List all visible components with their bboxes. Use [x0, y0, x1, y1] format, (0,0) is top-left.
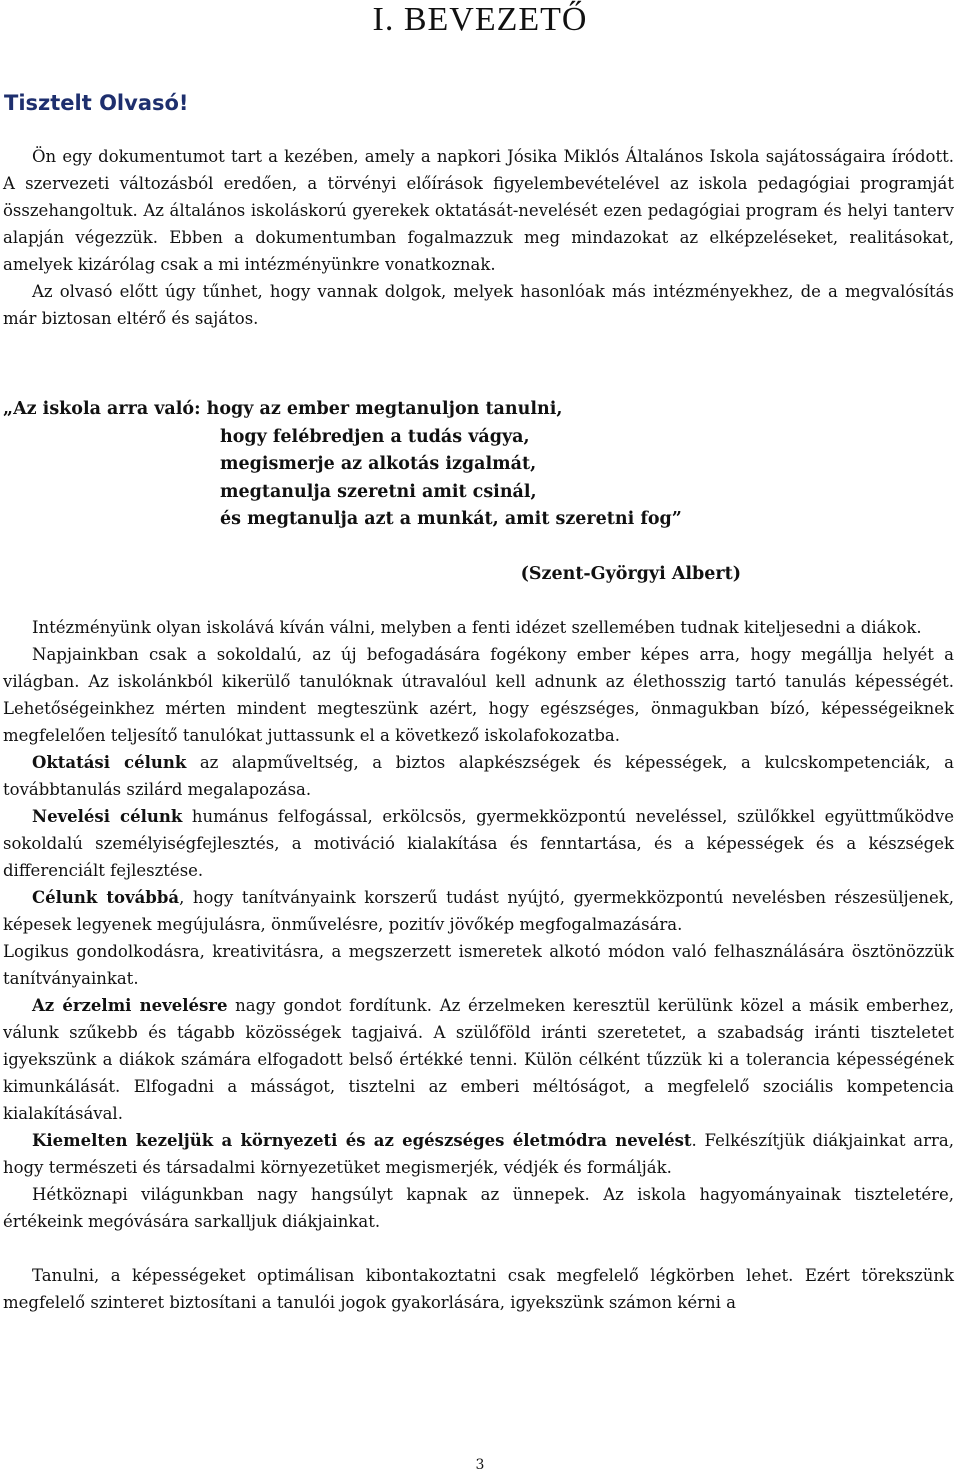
- intro-paragraph: Ön egy dokumentumot tart a kezében, amely a napkori Jósika Miklós Általános Iskola sajátosságaira íródott. A szervezeti változásból eredően, a törvényi előírások figyelembevételével az iskola pedagógiai programját összehangoltuk. Az általános iskoláskorú gyerekek oktatását-nevelését ezen pedagógiai program és helyi tanterv alapján végezzük. Ebben a dokumentumban fogalmazzuk meg mindazokat az elképzeléseket, realitásokat, amelyek kizárólag csak a mi intézményünkre vonatkoznak.: [3, 147, 954, 274]
- intro-section: [3, 143, 954, 332]
- quote-line: megismerje az alkotás izgalmát,: [220, 454, 537, 474]
- emphasis-text: Kiemelten kezeljük a környezeti és az egészséges életmódra nevelést: [32, 1131, 692, 1150]
- goals-section: [3, 614, 954, 1316]
- page-title: I. BEVEZETŐ: [372, 1, 588, 38]
- paragraph-text: , hogy tanítványaink korszerű tudást nyújtó, gyermekközpontú nevelésben részesüljenek, képesek legyenek megújulásra, önművelésre, pozitív jövőkép megfogalmazására.: [3, 888, 954, 934]
- body-paragraph: Napjainkban csak a sokoldalú, az új befogadására fogékony ember képes arra, hogy megállja helyét a világban. Az iskolánkból kikerülő tanulóknak útravalóul kell adnunk az élethosszig tartó tanulás képességét. Lehetőségeinkhez mérten mindent megteszünk azért, hogy egészséges, önmagukban bízó, képességeiknek megfelelően teljesítő tanulókat juttassunk el a következő iskolafokozatba.: [3, 645, 954, 745]
- quote-line: megtanulja szeretni amit csinál,: [220, 481, 537, 502]
- quote-line: hogy felébredjen a tudás vágya,: [220, 426, 530, 447]
- quote-author: (Szent-Györgyi Albert): [520, 563, 741, 584]
- page-number: 3: [475, 1457, 485, 1473]
- body-paragraph: [3, 884, 954, 938]
- paragraph-text: humánus felfogással, erkölcsös, gyermekközpontú neveléssel, szülőkkel együttműködve sokoldalú személyiségfejlesztés, a motiváció kialakítása és fenntartása, és a képességek és a készségek differenciált fejlesztése.: [3, 807, 954, 880]
- quote-block: [3, 396, 953, 588]
- greeting-heading: Tisztelt Olvasó!: [4, 91, 189, 115]
- quote-line: „Az iskola arra való: hogy az ember megtanuljon tanulni,: [3, 399, 563, 419]
- paragraph-text: nagy gondot fordítunk. Az érzelmeken keresztül kerülünk közel a másik emberhez, válunk szűkebb és tágabb közösségek tagjaivá. A szülőföld iránti szeretetet, a szabadság iránti tiszteletet igyekszünk a diákok számára elfogadott belső értékké tenni. Külön célként tűzzük ki a tolerancia képességének kimunkálását. Elfogadni a másságot, tisztelni az emberi méltóságot, a megfelelő szociális kompetencia kialakításával.: [3, 996, 954, 1123]
- intro-paragraph: Az olvasó előtt úgy tűnhet, hogy vannak dolgok, melyek hasonlóak más intézményekhez, de a megvalósítás már biztosan eltérő és sajátos.: [3, 282, 954, 328]
- emphasis-text: Oktatási célunk: [32, 753, 187, 772]
- body-paragraph: [3, 992, 954, 1127]
- body-paragraph: [3, 1127, 954, 1181]
- paragraph-text: az alapműveltség, a biztos alapkészségek és képességek, a kulcskompetenciák, a továbbtanulás szilárd megalapozása.: [3, 753, 954, 799]
- emphasis-text: Nevelési célunk: [32, 807, 183, 826]
- emphasis-text: Az érzelmi nevelésre: [32, 996, 228, 1015]
- body-paragraph: [3, 803, 954, 884]
- quote-line: és megtanulja azt a munkát, amit szeretni fog”: [220, 509, 682, 529]
- body-paragraph: Intézményünk olyan iskolává kíván válni, melyben a fenti idézet szellemében tudnak kiteljesedni a diákok.: [32, 618, 922, 637]
- body-paragraph: Hétköznapi világunkban nagy hangsúlyt kapnak az ünnepek. Az iskola hagyományainak tiszteletére, értékeink megóvására sarkalljuk diákjainkat.: [3, 1185, 954, 1231]
- emphasis-text: Célunk továbbá: [32, 888, 180, 907]
- paragraph-text: . Felkészítjük diákjainkat arra, hogy természeti és társadalmi környezetüket megismerjék, védjék és formálják.: [3, 1131, 954, 1177]
- body-paragraph: Logikus gondolkodásra, kreativitásra, a megszerzett ismeretek alkotó módon való felhasználására ösztönözzük tanítványainkat.: [3, 942, 954, 988]
- body-paragraph: [3, 749, 954, 803]
- body-paragraph: Tanulni, a képességeket optimálisan kibontakoztatni csak megfelelő légkörben lehet. Ezért törekszünk megfelelő szinteret biztosítani a tanulói jogok gyakorlására, igyekszünk számon kérni a: [3, 1266, 954, 1312]
